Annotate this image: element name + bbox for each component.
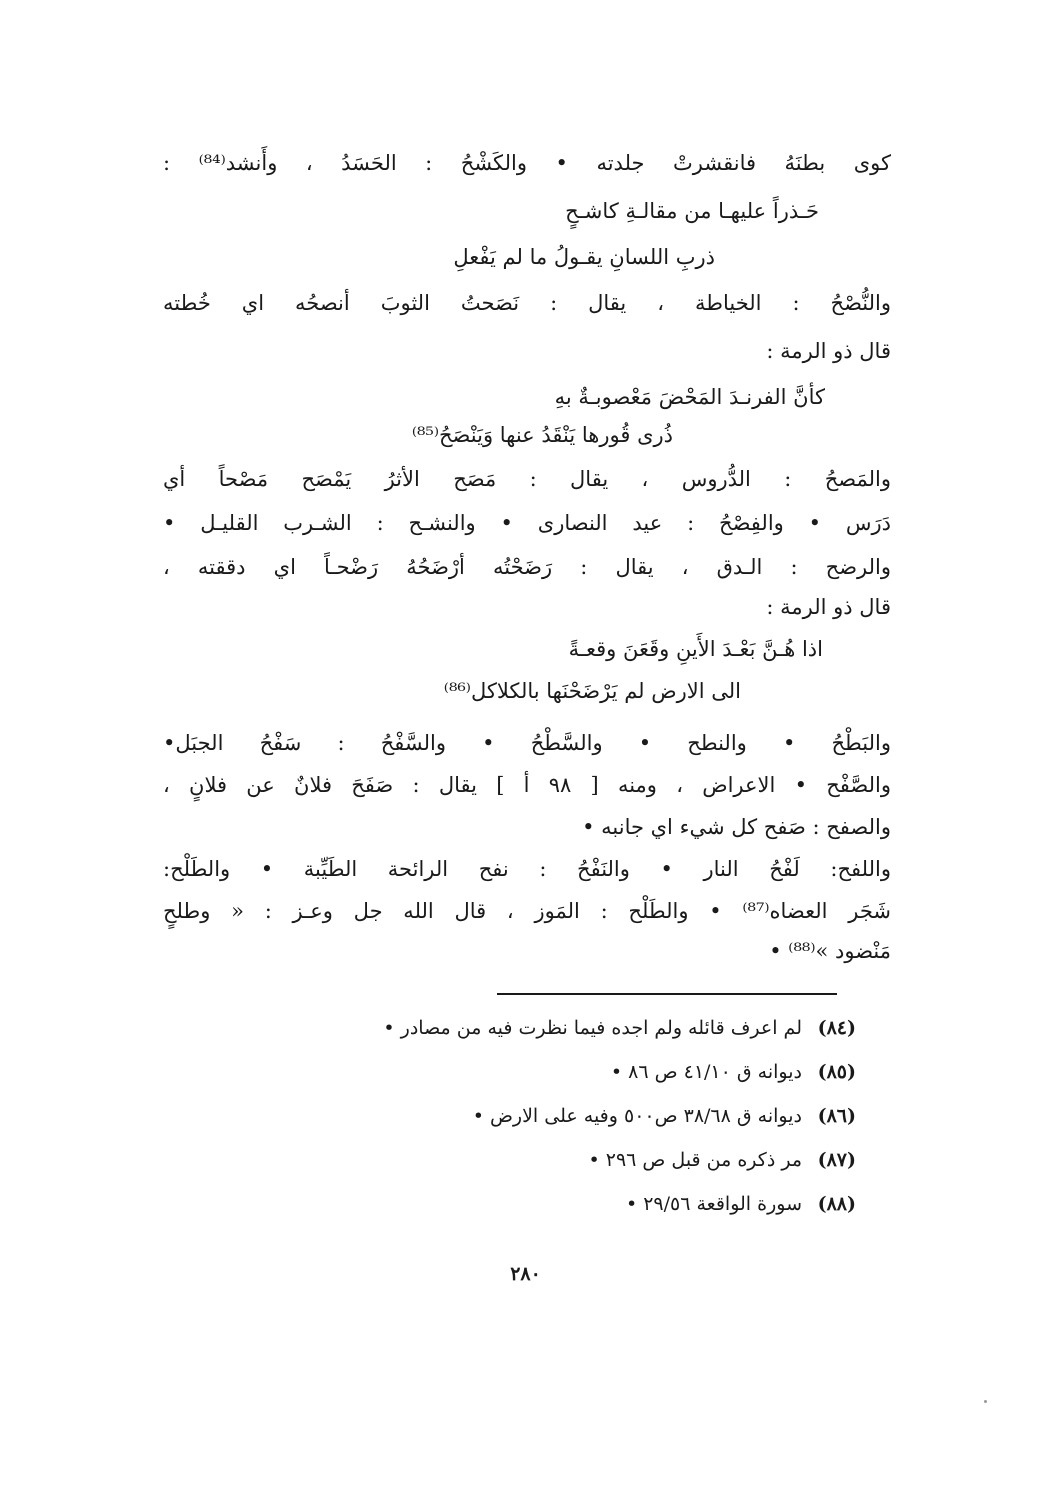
body-line-9: والصَّفْح • الاعراض ، ومنه [ ٩٨ أ ] يقال : صَفَحَ فلانٌ عن فلانٍ ، (163, 773, 892, 797)
footnote-85 (611, 1058, 856, 1086)
footnote-text: لم اعرف قائله ولم اجده فيما نظرت فيه من مصادر • (383, 1017, 802, 1039)
body-line-11: واللفح: لَفْحُ النار • والنَفْحُ : نفح الرائحة الطَيِّبة • والطَلْح: (163, 857, 891, 881)
footnote-88 (626, 1190, 856, 1218)
body-line-6: والرضح : الـدق ، يقال : رَضَحْتُه أرْضَحُهُ رَضْحـاً اي دققته ، (163, 555, 891, 579)
body-line-10: والصفح : صَفح كل شيء اي جانبه • (582, 815, 891, 839)
verse-line-5: اذا هُـنَّ بَعْـدَ الأَينِ وقَعَنَ وقعـةً (568, 637, 823, 661)
scan-speck (984, 1400, 987, 1403)
body-line-7: قال ذو الرمة : (766, 595, 891, 619)
footnote-87 (589, 1146, 857, 1174)
body-line-12: شَجَر العضاه⁽⁸⁷⁾ • والطَلْح : المَوز ، قال الله جل وعـز : « وطلحٍ (163, 899, 891, 923)
body-line-5: دَرَس • والفِصْحُ : عيد النصارى • والنشـح : الشـرب القليـل • (163, 511, 891, 535)
body-line-13: مَنْضود »⁽⁸⁸⁾ • (769, 939, 891, 963)
verse-line-2: ذربِ اللسانِ يقـولُ ما لم يَفْعلِ (453, 245, 715, 269)
footnote-number: (٨٨) (817, 1193, 856, 1215)
footnote-number: (٨٧) (817, 1149, 856, 1171)
body-line-4: والمَصحُ : الدُّروس ، يقال : مَصَح الأثرُ يَمْصَح مَصْحاً أي (163, 467, 891, 491)
footnote-86 (473, 1102, 856, 1130)
body-line-8: والبَطْحُ • والنطح • والسَّطْحُ • والسَّفْحُ : سَفْحُ الجبَل• (163, 731, 891, 755)
footnote-text: ديوانه ق ٣٨/٦٨ ص٥٠٠ وفيه على الارض • (472, 1105, 802, 1127)
footnote-number: (٨٥) (817, 1061, 856, 1083)
footnote-84 (383, 1014, 856, 1042)
body-line-1: كوى بطنَهُ فانقشرتْ جلدته • والكَشْحُ : الحَسَدُ ، وأَنشد⁽⁸⁴⁾ : (163, 151, 891, 175)
footnote-separator (497, 993, 837, 995)
footnote-text: سورة الواقعة ٢٩/٥٦ • (625, 1193, 802, 1215)
footnote-text: مر ذكره من قبل ص ٢٩٦ • (588, 1149, 802, 1171)
footnote-number: (٨٤) (817, 1017, 856, 1039)
verse-line-3: كأنَّ الفرنـدَ المَحْضَ مَعْصوبـةٌ بهِ (554, 385, 825, 409)
page-number: ٢٨٠ (510, 1263, 541, 1285)
verse-line-6: الى الارض لم يَرْضَحْنَها بالكلاكل⁽⁸⁶⁾ (443, 679, 741, 703)
footnote-text: ديوانه ق ٤١/١٠ ص ٨٦ • (610, 1061, 802, 1083)
verse-line-4: ذُرى قُورها يَنْقَدُ عنها وَيَنْصَحُ⁽⁸⁵⁾ (411, 423, 673, 447)
footnote-number: (٨٦) (817, 1105, 856, 1127)
body-line-3: قال ذو الرمة : (766, 339, 891, 363)
verse-line-1: حَـذراً عليهـا من مقالـةِ كاشـحٍ (565, 199, 819, 223)
body-line-2: والنُّصْحُ : الخياطة ، يقال : نَصَحتُ الثوبَ أنصحُه اي خُطته (163, 291, 891, 315)
